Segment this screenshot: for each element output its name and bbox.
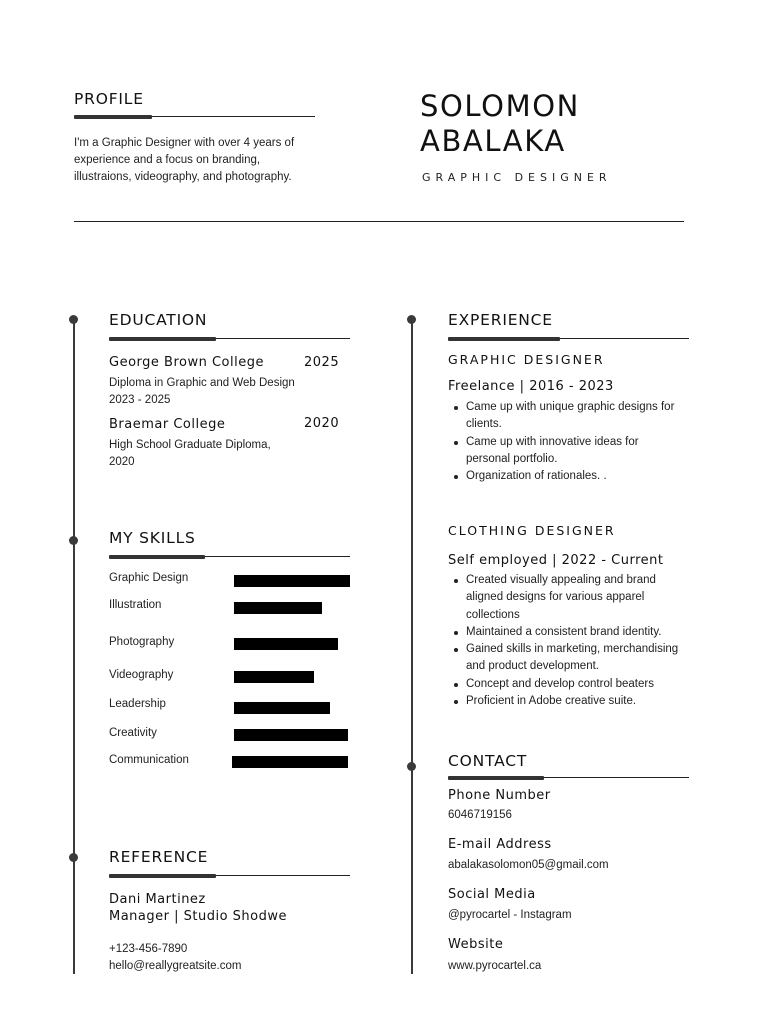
reference-phone: +123-456-7890 xyxy=(109,943,188,955)
header-divider xyxy=(74,221,684,222)
experience-rule xyxy=(448,338,689,339)
timeline-dot xyxy=(69,853,78,862)
timeline-dot xyxy=(407,315,416,324)
education-dates: 2020 xyxy=(109,456,135,468)
contact-heading: CONTACT xyxy=(448,752,528,770)
contact-email-label: E-mail Address xyxy=(448,837,552,852)
job-bullet: Maintained a consistent brand identity. xyxy=(448,624,718,641)
profile-rule xyxy=(74,116,315,117)
education-heading: EDUCATION xyxy=(109,311,208,329)
contact-social: @pyrocartel - Instagram xyxy=(448,909,572,921)
skill-label: Illustration xyxy=(109,599,162,611)
job-bullet: Created visually appealing and brand aligned designs for various apparel collections xyxy=(448,572,718,624)
reference-email: hello@reallygreatsite.com xyxy=(109,960,242,972)
skill-label: Communication xyxy=(109,754,189,766)
reference-name: Dani Martinez xyxy=(109,892,206,907)
contact-phone-label: Phone Number xyxy=(448,788,551,803)
name-last: ABALAKA xyxy=(420,124,566,158)
job-bullet: Gained skills in marketing, merchandising and product development. xyxy=(448,641,718,676)
job-bullets xyxy=(448,572,718,710)
skills-rule xyxy=(109,556,350,557)
job-bullet: Organization of rationales. . xyxy=(448,468,708,485)
job-title: GRAPHIC DESIGNER xyxy=(448,352,605,367)
education-dates: 2023 - 2025 xyxy=(109,394,171,406)
job-bullet: Concept and develop control beaters xyxy=(448,676,718,693)
skills-heading: MY SKILLS xyxy=(109,529,196,547)
profile-text-line: experience and a focus on branding, xyxy=(74,154,261,166)
education-rule xyxy=(109,338,350,339)
skill-label: Photography xyxy=(109,636,175,648)
education-school: George Brown College xyxy=(109,355,264,370)
skill-bar xyxy=(234,575,350,587)
profile-text xyxy=(74,135,334,186)
reference-heading: REFERENCE xyxy=(109,848,209,866)
experience-heading: EXPERIENCE xyxy=(448,311,553,329)
job-title: CLOTHING DESIGNER xyxy=(448,523,616,538)
skill-bar xyxy=(234,671,314,683)
skill-bar xyxy=(234,602,322,614)
contact-phone: 6046719156 xyxy=(448,809,512,821)
skill-bar xyxy=(232,756,348,768)
job-bullets xyxy=(448,399,708,485)
skill-bar xyxy=(234,702,330,714)
reference-position: Manager | Studio Shodwe xyxy=(109,909,287,924)
timeline-dot xyxy=(407,762,416,771)
education-detail: High School Graduate Diploma, xyxy=(109,439,271,451)
timeline-dot xyxy=(69,536,78,545)
right-timeline xyxy=(411,320,413,974)
name-first: SOLOMON xyxy=(420,89,580,123)
profile-text-line: I'm a Graphic Designer with over 4 years of xyxy=(74,137,295,149)
candidate-role: GRAPHIC DESIGNER xyxy=(422,171,612,184)
job-bullet: Came up with unique graphic designs for clients. xyxy=(448,399,708,434)
contact-email: abalakasolomon05@gmail.com xyxy=(448,859,609,871)
education-school: Braemar College xyxy=(109,417,226,432)
profile-heading: PROFILE xyxy=(74,90,144,108)
candidate-name xyxy=(420,89,580,159)
contact-website: www.pyrocartel.ca xyxy=(448,960,542,972)
contact-social-label: Social Media xyxy=(448,887,536,902)
profile-text-line: illustraions, videography, and photography. xyxy=(74,171,292,183)
skill-bar xyxy=(234,729,348,741)
skill-label: Leadership xyxy=(109,698,166,710)
reference-rule xyxy=(109,875,350,876)
job-meta: Self employed | 2022 - Current xyxy=(448,553,664,568)
skill-bar xyxy=(234,638,338,650)
skill-label: Creativity xyxy=(109,727,157,739)
job-bullet: Proficient in Adobe creative suite. xyxy=(448,693,718,710)
skill-label: Videography xyxy=(109,669,174,681)
education-detail: Diploma in Graphic and Web Design xyxy=(109,377,295,389)
education-year: 2025 xyxy=(304,355,340,370)
job-meta: Freelance | 2016 - 2023 xyxy=(448,379,614,394)
skill-label: Graphic Design xyxy=(109,572,189,584)
contact-website-label: Website xyxy=(448,937,504,952)
contact-rule xyxy=(448,777,689,778)
left-timeline xyxy=(73,320,75,974)
education-year: 2020 xyxy=(304,416,340,431)
job-bullet: Came up with innovative ideas for personal portfolio. xyxy=(448,434,708,469)
timeline-dot xyxy=(69,315,78,324)
